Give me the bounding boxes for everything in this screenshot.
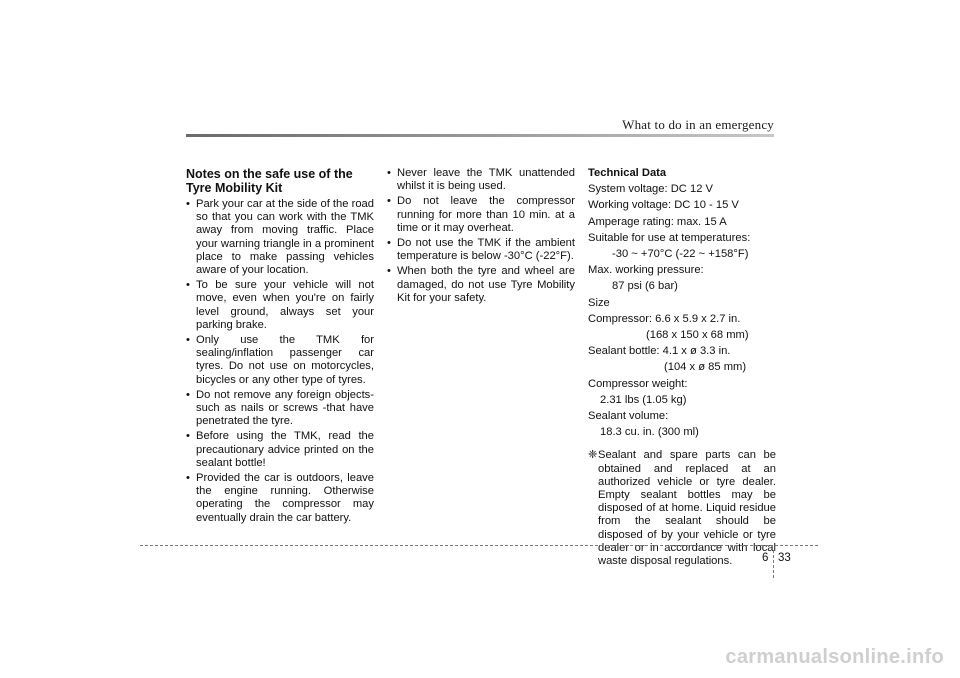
compressor-size: Compressor: 6.6 x 5.9 x 2.7 in. [588,312,741,325]
column-safety-notes-continued [387,167,575,307]
chapter-number: 6 [762,552,769,564]
list-item: • Do not leave the compressor running for more than 10 min. at a time or it may overheat. [387,195,575,235]
page-number: 33 [778,552,791,564]
header-rule [186,134,774,137]
list-item: • To be sure your vehicle will not move, even when you're on fairly level ground, always set your parking brake. [186,279,374,332]
pressure-value: 87 psi (6 bar) [612,280,678,293]
sealant-note [588,449,776,568]
pressure-label: Max. working pressure: [588,264,704,277]
watermark: carmanualsonline.info [725,646,944,668]
size-label: Size [588,296,610,309]
section-heading [186,167,374,195]
column-safety-notes [186,167,374,527]
weight-label: Compressor weight: [588,377,688,390]
working-voltage: Working voltage: DC 10 - 15 V [588,199,739,212]
list-item: • Do not remove any foreign objects- such as nails or screws -that have penetrated the tyre. [186,389,374,429]
bottle-size-mm: (104 x ø 85 mm) [664,361,747,374]
list-item: • When both the tyre and wheel are damaged, do not use Tyre Mobility Kit for your safety. [387,265,575,305]
safety-bullet-list-2 [387,167,575,305]
heading-line-1: Notes on the safe use of the [186,167,353,181]
bottle-size: Sealant bottle: 4.1 x ø 3.3 in. [588,345,731,358]
column-technical-data [588,167,776,568]
heading-line-2: Tyre Mobility Kit [186,181,283,195]
temperature-value: -30 ~ +70°C (-22 ~ +158°F) [612,248,749,261]
amperage-rating: Amperage rating: max. 15 A [588,215,727,228]
list-item: • Only use the TMK for sealing/inflation passenger car tyres. Do not use on motorcycles, bicycles or any other type of tyres. [186,334,374,387]
list-item: • Do not use the TMK if the ambient temperature is below -30°C (-22°F). [387,237,575,263]
note-mark-icon: ❈ [588,449,598,462]
footer-rule [140,545,818,546]
safety-bullet-list [186,198,374,525]
list-item: • Park your car at the side of the road so that you can work with the TMK away from moving traffic. Place your warning triangle in a prominent place to make passing vehicles aware of your location. [186,198,374,277]
volume-label: Sealant volume: [588,410,669,423]
temperature-label: Suitable for use at temperatures: [588,231,751,244]
header-title: What to do in an emergency [622,117,774,132]
volume-value: 18.3 cu. in. (300 ml) [600,426,699,439]
note-text: Sealant and spare parts can be obtained and replaced at an authorized vehicle or tyre dealer. Empty sealant bottles may be disposed of at home. Liquid residue from the sealant should be disposed of by your vehicle or tyre dealer or in accordance with local waste disposal regulations. [598,449,776,568]
list-item: • Provided the car is outdoors, leave the engine running. Otherwise operating the compressor may eventually drain the car battery. [186,472,374,525]
list-item: • Never leave the TMK unattended whilst it is being used. [387,167,575,193]
system-voltage: System voltage: DC 12 V [588,183,713,196]
list-item: • Before using the TMK, read the precautionary advice printed on the sealant bottle! [186,430,374,470]
page-number-divider [773,550,774,578]
compressor-size-mm: (168 x 150 x 68 mm) [646,329,749,342]
weight-value: 2.31 lbs (1.05 kg) [600,393,687,406]
technical-data-title: Technical Data [588,167,667,179]
